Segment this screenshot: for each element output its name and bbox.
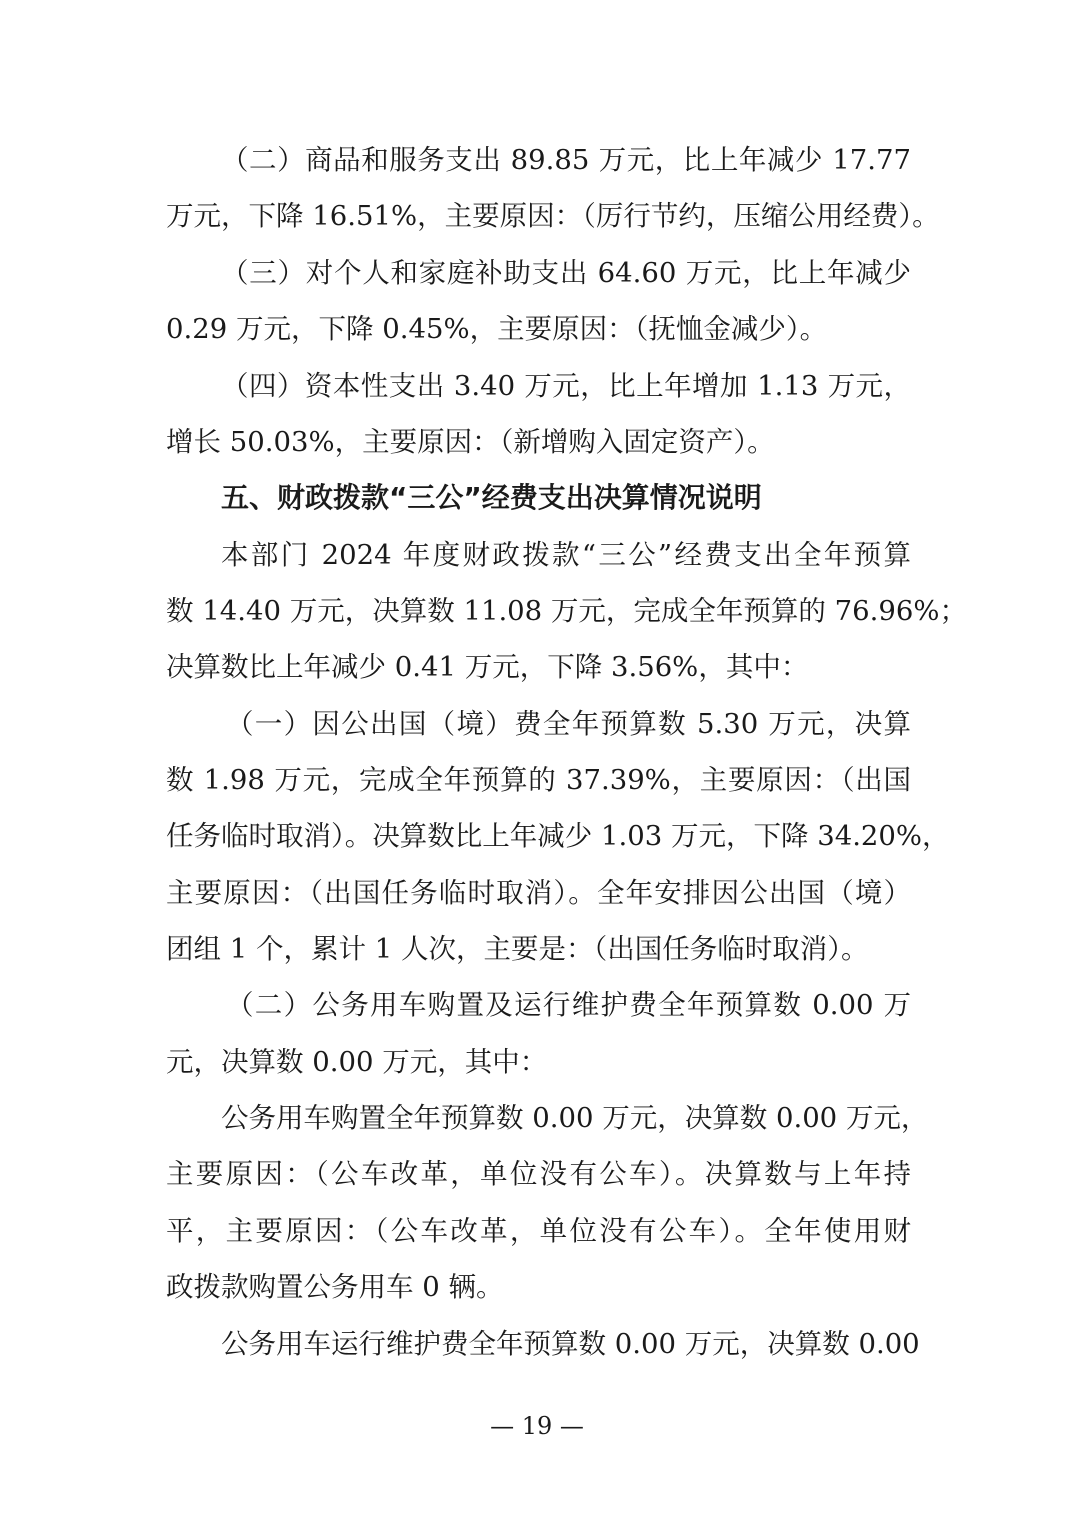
text-line: 平，主要原因：（公车改革，单位没有公车）。全年使用财 bbox=[166, 1215, 911, 1247]
text-line: 数 14.40 万元，决算数 11.08 万元，完成全年预算的 76.96%； bbox=[166, 595, 968, 627]
text-line: 主要原因：（出国任务临时取消）。全年安排因公出国（境） bbox=[166, 877, 911, 909]
text-line: 政拨款购置公务用车 0 辆。 bbox=[166, 1271, 504, 1303]
section-heading: 五、财政拨款“三公”经费支出决算情况说明 bbox=[221, 481, 762, 514]
text-line: 决算数比上年减少 0.41 万元，下降 3.56%，其中： bbox=[166, 651, 809, 683]
text-line: 公务用车运行维护费全年预算数 0.00 万元，决算数 0.00 bbox=[221, 1328, 920, 1360]
text-line: （三）对个人和家庭补助支出 64.60 万元，比上年减少 bbox=[221, 257, 911, 289]
text-line: （四）资本性支出 3.40 万元，比上年增加 1.13 万元， bbox=[221, 370, 911, 402]
text-line: 本部门 2024 年度财政拨款“三公”经费支出全年预算 bbox=[221, 539, 911, 571]
text-line: 公务用车购置全年预算数 0.00 万元，决算数 0.00 万元， bbox=[221, 1102, 929, 1134]
text-line: （一）因公出国（境）费全年预算数 5.30 万元，决算 bbox=[226, 708, 911, 740]
text-line: （二）商品和服务支出 89.85 万元，比上年减少 17.77 bbox=[221, 144, 911, 176]
text-line: 团组 1 个，累计 1 人次，主要是：（出国任务临时取消）。 bbox=[166, 933, 869, 965]
text-line: 0.29 万元，下降 0.45%，主要原因：（抚恤金减少）。 bbox=[166, 313, 828, 345]
text-line: 主要原因：（公车改革，单位没有公车）。决算数与上年持 bbox=[166, 1158, 911, 1190]
text-line: 万元，下降 16.51%，主要原因：（厉行节约，压缩公用经费）。 bbox=[166, 200, 940, 232]
text-line: 增长 50.03%，主要原因：（新增购入固定资产）。 bbox=[166, 426, 775, 458]
text-line: 任务临时取消）。决算数比上年减少 1.03 万元，下降 34.20%， bbox=[166, 820, 950, 852]
text-line: 数 1.98 万元，完成全年预算的 37.39%，主要原因：（出国 bbox=[166, 764, 911, 796]
page-number: — 19 — bbox=[490, 1412, 584, 1440]
text-line: （二）公务用车购置及运行维护费全年预算数 0.00 万 bbox=[226, 989, 911, 1021]
text-line: 元，决算数 0.00 万元，其中： bbox=[166, 1046, 548, 1078]
